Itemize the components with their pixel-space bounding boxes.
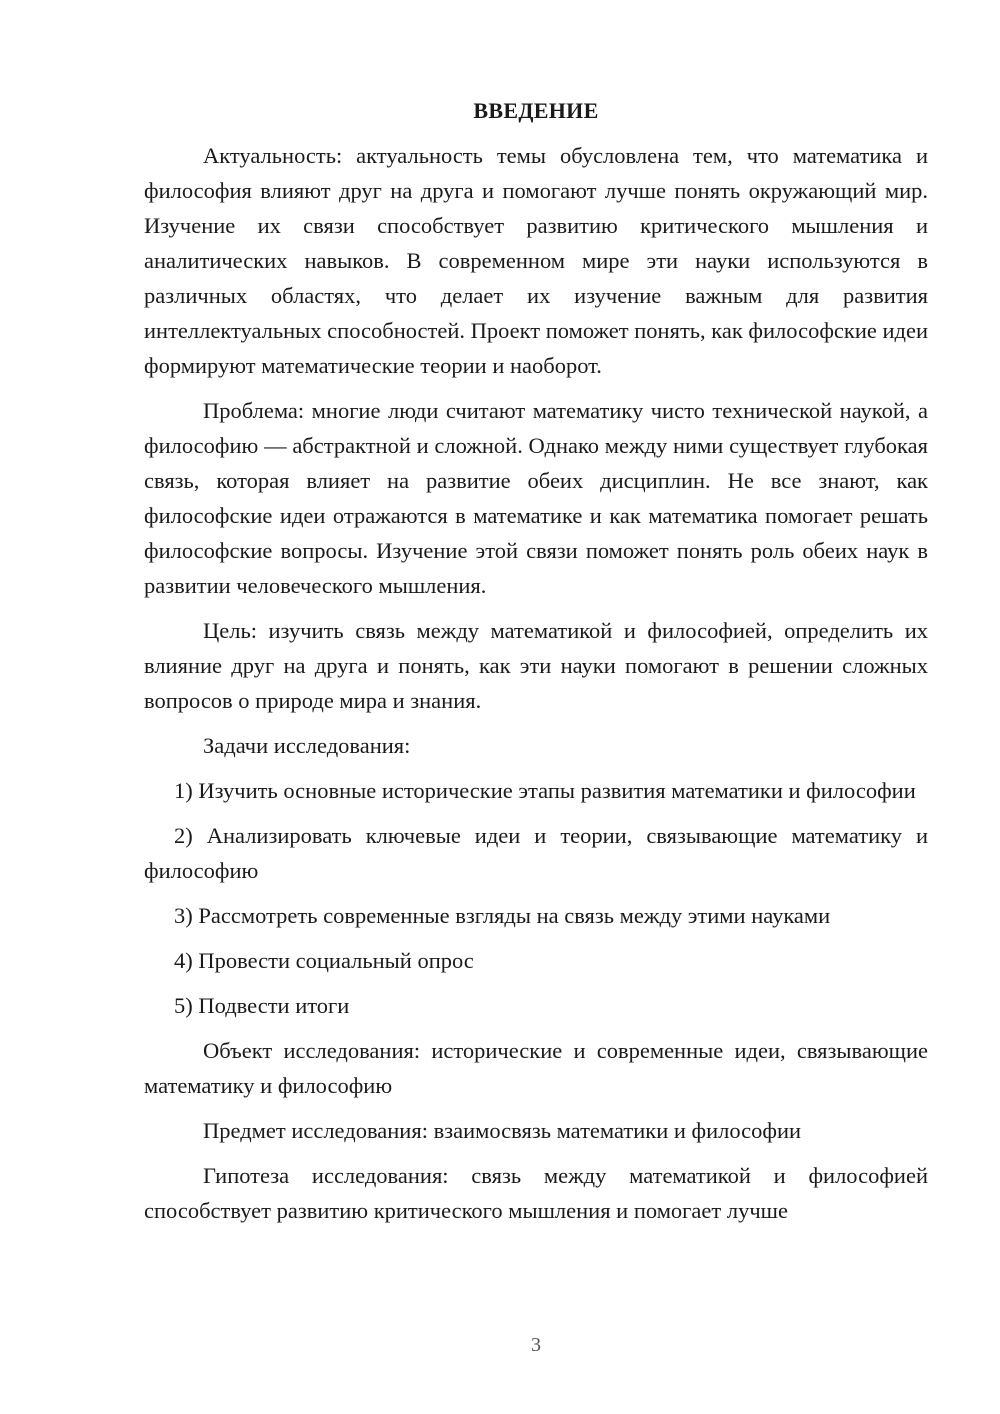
section-heading: ВВЕДЕНИЕ xyxy=(473,98,599,123)
task-item: 1) Изучить основные исторические этапы развития математики и философии xyxy=(174,778,916,803)
task-item: 5) Подвести итоги xyxy=(174,993,350,1018)
subject-paragraph: Предмет исследования: взаимосвязь математики и философии xyxy=(203,1118,802,1143)
object-paragraph: Объект исследования: исторические и современные идеи, связывающие математику и философию xyxy=(144,1038,928,1098)
task-item: 2) Анализировать ключевые идеи и теории, связывающие математику и философию xyxy=(144,823,928,883)
goal-paragraph: Цель: изучить связь между математикой и философией, определить их влияние друг на друга и понять, как эти науки помогают в решении сложных вопросов о природе мира и знания. xyxy=(144,618,928,713)
problem-paragraph: Проблема: многие люди считают математику чисто технической наукой, а философию — абстрактной и сложной. Однако между ними существует глубокая связь, которая влияет на развитие обеих дисциплин. Не все знают, как философские идеи отражаются в математике и как математика помогает решать философские вопросы. Изучение этой связи поможет понять роль обеих наук в развитии человеческого мышления. xyxy=(144,398,928,598)
task-item: 4) Провести социальный опрос xyxy=(174,948,474,973)
relevance-paragraph: Актуальность: актуальность темы обусловлена тем, что математика и философия влияют друг на друга и помогают лучше понять окружающий мир. Изучение их связи способствует развитию критического мышления и аналитических навыков. В современном мире эти науки используются в различных областях, что делает их изучение важным для развития интеллектуальных способностей. Проект поможет понять, как философские идеи формируют математические теории и наоборот. xyxy=(144,143,928,378)
task-item: 3) Рассмотреть современные взгляды на связь между этими науками xyxy=(174,903,831,928)
document-body xyxy=(144,96,928,1228)
tasks-heading: Задачи исследования: xyxy=(203,733,411,758)
page-number: 3 xyxy=(531,1334,541,1356)
hypothesis-paragraph: Гипотеза исследования: связь между математикой и философией способствует развитию критического мышления и помогает лучше xyxy=(144,1163,928,1223)
